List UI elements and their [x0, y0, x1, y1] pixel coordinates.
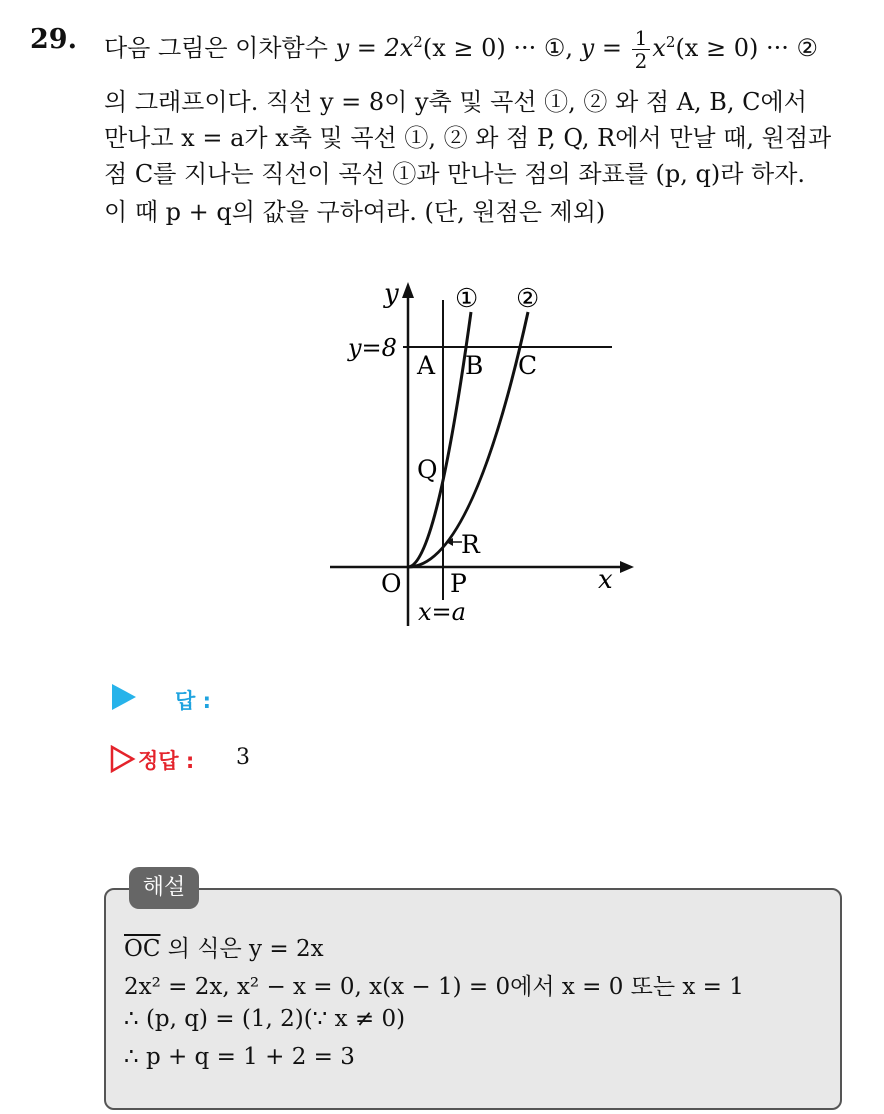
solution-line-3: ∴ (p, q) = (1, 2)(∵ x ≠ 0)	[124, 1006, 406, 1032]
correct-answer-triangle-icon	[110, 745, 136, 773]
point-b-label: B	[465, 351, 484, 380]
y-axis-label: y	[384, 279, 399, 309]
solution-line-1: $\overline{OC}$ 의 식은 y = 2x	[124, 936, 324, 962]
segment-oc: $\overline{OC}$	[124, 936, 161, 962]
question-line-2: 의 그래프이다. 직선 y = 8이 y축 및 곡선 ①, ② 와 점 A, B, C에서	[104, 88, 807, 116]
question-number: 29.	[30, 24, 77, 55]
formula-2-condition: (x ≥ 0) ··· ②	[675, 34, 818, 62]
answer-triangle-icon	[112, 684, 136, 710]
question-text: 다음 그림은 이차함수	[104, 34, 328, 62]
point-r-label: R	[461, 530, 480, 559]
solution-tab: 해설	[129, 867, 199, 909]
fraction-one-half: $\frac{1}{2}$	[632, 27, 651, 72]
question-line-3: 만나고 x = a가 x축 및 곡선 ①, ② 와 점 P, Q, R에서 만날 때, 원점과	[104, 124, 832, 152]
curve-2-label: ②	[516, 284, 540, 314]
point-p-label: P	[450, 569, 467, 598]
y-axis-arrow	[402, 282, 414, 298]
correct-answer-value: 3	[236, 745, 250, 770]
question-line-1: 다음 그림은 이차함수 $y = 2x^2(x \ge 0)$ ··· ①, y = $\frac{1}{2}$ $x^2(x \ge 0)$ ··· ②	[104, 26, 818, 73]
solution-line-2: 2x² = 2x, x² − x = 0, x(x − 1) = 0에서 x = 0 또는 x = 1	[124, 974, 744, 1000]
point-a-label: A	[417, 351, 436, 380]
point-c-label: C	[518, 351, 538, 380]
question-line-5: 이 때 p + q의 값을 구하여라. (단, 원점은 제외)	[104, 198, 606, 226]
line-y-8-label: y=8	[348, 334, 397, 362]
question-line-4: 점 C를 지나는 직선이 곡선 ①과 만나는 점의 좌표를 (p, q)라 하자.	[104, 160, 806, 188]
x-axis-arrow	[620, 561, 634, 573]
formula-1-condition: (x ≥ 0) ··· ①,	[422, 34, 574, 62]
origin-label: O	[381, 569, 402, 598]
formula-1: y = 2x	[335, 34, 414, 62]
formula-2-lhs: y =	[580, 34, 622, 62]
line-x-a-label: x=a	[418, 598, 466, 626]
solution-line-4: ∴ p + q = 1 + 2 = 3	[124, 1044, 355, 1070]
answer-label: 답 :	[175, 689, 211, 713]
correct-answer-label: 정답 :	[138, 749, 195, 773]
curve-1-label: ①	[455, 284, 479, 314]
point-q-label: Q	[417, 455, 438, 484]
x-axis-label: x	[598, 565, 613, 595]
